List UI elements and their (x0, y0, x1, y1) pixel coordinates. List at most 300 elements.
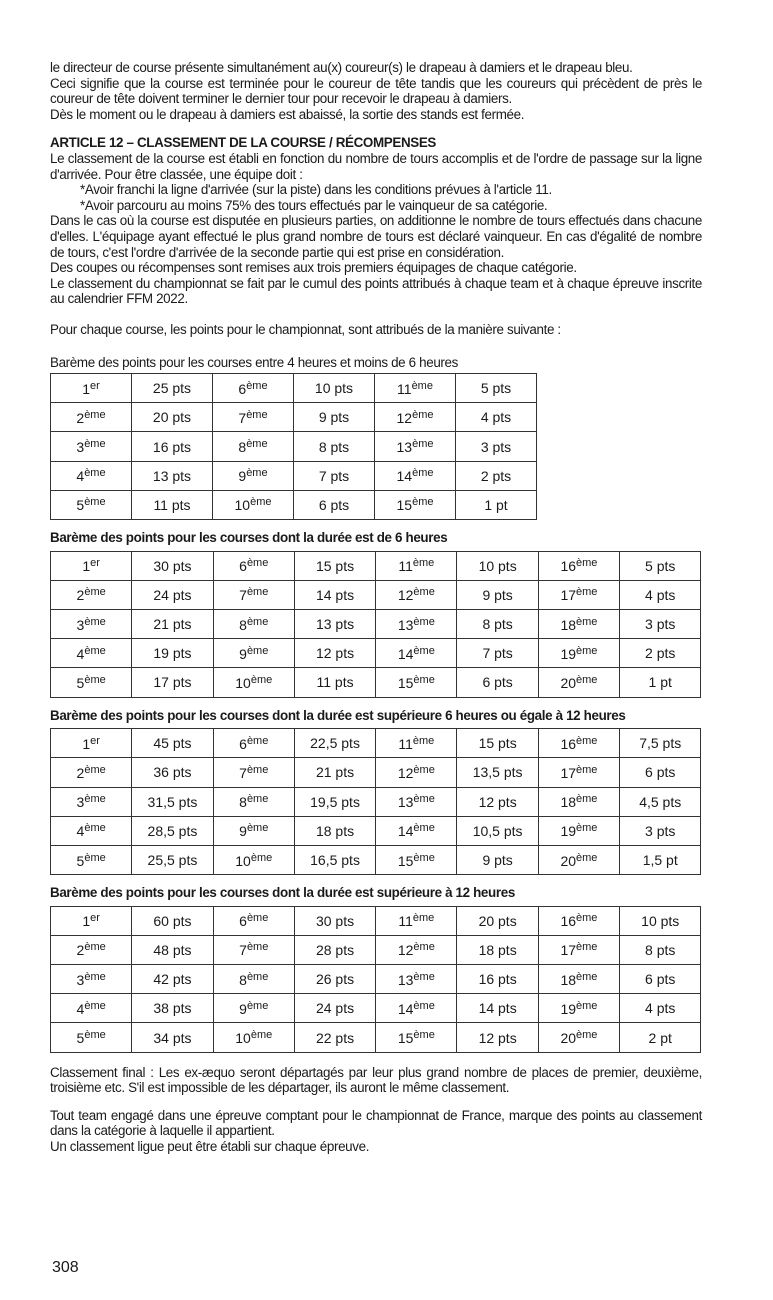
table-caption: Barème des points pour les courses dont la durée est supérieure à 12 heures (50, 885, 515, 901)
points-value: 19 pts (153, 645, 192, 662)
position-number: 19 (560, 1000, 577, 1017)
position-number: 2 (76, 409, 85, 426)
points-cell (132, 610, 213, 639)
points-value: 24 pts (315, 1000, 355, 1017)
position-number: 20 (560, 1030, 577, 1047)
position-suffix: er (90, 912, 100, 925)
position-suffix: ème (413, 615, 435, 628)
points-cell (620, 787, 701, 816)
position-number: 11 (397, 380, 412, 397)
article-paragraph: Dans le cas où la course est disputée en plusieurs parties, on additionne le nombre de tours effectués dans chacune d'elles. L'équipage ayant effectué le plus grand nombre de tours est déclaré vainqueur. En cas d'égalité de nombre de tours, c'est l'ordre d'arrivée de la seconde partie qui est prise en considération. (50, 213, 702, 260)
position-cell (51, 729, 132, 758)
points-cell (456, 490, 537, 519)
points-value: 6 pts (645, 764, 676, 781)
position-suffix: ème (576, 557, 598, 570)
position-cell (213, 994, 294, 1023)
position-cell (51, 994, 132, 1023)
points-cell (132, 906, 213, 935)
position-number: 1 (82, 735, 91, 752)
position-cell (376, 906, 457, 935)
position-suffix: ème (84, 822, 106, 835)
points-value: 1 pt (648, 674, 672, 691)
article-body (50, 151, 702, 307)
article-paragraph: Le classement de la course est établi en fonction du nombre de tours accomplis et de l'ordre de passage sur la ligne d'arrivée. Pour être classée, une équipe doit : (50, 150, 702, 182)
position-number: 18 (560, 616, 577, 633)
position-cell (375, 374, 456, 403)
table-caption: Barème des points pour les courses dont la durée est de 6 heures (50, 530, 448, 546)
position-cell (51, 758, 132, 787)
points-cell (620, 1023, 701, 1052)
points-value: 1,5 pt (642, 852, 678, 868)
position-number: 3 (76, 971, 85, 988)
points-value: 8 pts (645, 941, 676, 958)
position-cell (376, 580, 457, 609)
position-suffix: er (90, 557, 100, 570)
position-cell (538, 551, 619, 580)
footer-team-points: Tout team engagé dans une épreuve comptant pour le championnat de France, marque des points au classement dans la catégorie à laquelle il appartient. (50, 1107, 702, 1139)
table-row (51, 432, 537, 461)
position-suffix: ème (84, 941, 106, 954)
table-row (51, 403, 537, 432)
points-value: 4 pts (645, 586, 676, 603)
points-cell (294, 610, 375, 639)
points-cell (294, 668, 375, 697)
table-row (51, 845, 701, 874)
article-paragraph: Le classement du championnat se fait par le cumul des points attribués à chaque team et à chaque épreuve inscrite au calendrier FFM 2022. (50, 275, 702, 307)
points-value: 1 pt (484, 496, 508, 513)
position-suffix: ème (413, 644, 435, 657)
points-value: 13,5 pts (472, 764, 523, 781)
position-cell (213, 1023, 294, 1052)
position-cell (375, 461, 456, 490)
points-cell (456, 432, 537, 461)
position-suffix: ème (84, 586, 106, 599)
table-caption: Barème des points pour les courses entre 4 heures et moins de 6 heures (50, 354, 458, 370)
points-value: 3 pts (480, 438, 512, 455)
points-cell (294, 729, 375, 758)
position-number: 5 (76, 852, 85, 869)
points-value: 15 pts (478, 735, 517, 752)
position-cell (213, 787, 294, 816)
position-cell (213, 374, 294, 403)
points-cell (457, 787, 538, 816)
points-value: 15 pts (315, 557, 355, 574)
points-cell (132, 461, 213, 490)
points-value: 17 pts (153, 674, 192, 691)
position-number: 11 (398, 913, 413, 930)
footer-league-ranking: Un classement ligue peut être établi sur chaque épreuve. (50, 1139, 370, 1154)
points-value: 28,5 pts (147, 822, 198, 839)
position-suffix: ème (84, 763, 106, 776)
points-value: 11 pts (316, 674, 354, 691)
position-cell (213, 965, 294, 994)
points-cell (294, 758, 375, 787)
points-cell (457, 551, 538, 580)
position-suffix: ème (413, 941, 435, 954)
table-row (51, 639, 701, 668)
position-number: 7 (239, 764, 247, 781)
position-cell (213, 461, 294, 490)
points-cell (620, 729, 701, 758)
table-row (51, 994, 701, 1023)
position-cell (213, 816, 294, 845)
article-title: ARTICLE 12 – CLASSEMENT DE LA COURSE / RÉCOMPENSES (50, 135, 437, 151)
position-cell (538, 935, 619, 964)
position-suffix: ème (246, 941, 269, 954)
points-value: 10 pts (314, 380, 354, 397)
position-number: 2 (76, 764, 85, 781)
position-number: 19 (560, 823, 577, 840)
position-number: 17 (560, 587, 577, 604)
points-value: 25,5 pts (147, 852, 198, 868)
position-cell (213, 758, 294, 787)
points-value: 6 pts (482, 674, 513, 691)
table-row (51, 965, 701, 994)
position-suffix: ème (84, 438, 106, 451)
position-suffix: ème (413, 793, 435, 806)
position-number: 15 (397, 1030, 414, 1047)
points-value: 30 pts (153, 557, 192, 574)
table-row (51, 490, 537, 519)
position-cell (375, 432, 456, 461)
position-number: 6 (239, 735, 247, 752)
position-suffix: ème (84, 793, 106, 806)
position-suffix: ème (576, 1029, 598, 1042)
position-suffix: ème (250, 851, 273, 864)
points-cell (457, 610, 538, 639)
points-cell (457, 758, 538, 787)
position-number: 9 (238, 468, 247, 485)
points-value: 5 pts (645, 557, 676, 574)
position-number: 11 (398, 735, 413, 752)
points-cell (620, 580, 701, 609)
points-value: 16 pts (478, 971, 517, 988)
position-cell (538, 994, 619, 1023)
position-cell (51, 906, 132, 935)
position-suffix: ème (412, 557, 435, 570)
points-cell (294, 994, 375, 1023)
position-suffix: ème (246, 970, 269, 983)
points-cell (132, 816, 213, 845)
position-number: 15 (397, 852, 414, 869)
position-suffix: ème (413, 673, 435, 686)
position-number: 6 (239, 913, 247, 930)
points-value: 42 pts (153, 971, 192, 988)
position-number: 2 (76, 587, 85, 604)
position-cell (538, 580, 619, 609)
position-suffix: ème (84, 999, 106, 1012)
points-cell (620, 994, 701, 1023)
points-value: 10 pts (641, 912, 680, 929)
position-cell (375, 490, 456, 519)
points-value: 16 pts (152, 438, 192, 455)
position-suffix: ème (246, 379, 268, 392)
position-number: 6 (238, 380, 247, 397)
position-suffix: ème (576, 586, 598, 599)
points-value: 22 pts (315, 1029, 355, 1046)
points-value: 6 pts (318, 496, 350, 513)
points-value: 8 pts (482, 616, 513, 633)
points-value: 12 pts (478, 793, 517, 810)
points-cell (294, 639, 375, 668)
position-cell (213, 610, 294, 639)
position-cell (213, 906, 294, 935)
position-suffix: ème (412, 467, 434, 480)
position-cell (376, 1023, 457, 1052)
points-cell (620, 758, 701, 787)
points-cell (457, 935, 538, 964)
position-suffix: ème (246, 999, 269, 1012)
position-suffix: ème (246, 734, 269, 747)
position-cell (51, 551, 132, 580)
position-number: 15 (396, 497, 413, 514)
points-cell (132, 935, 213, 964)
points-value: 2 pt (648, 1029, 672, 1046)
position-suffix: ème (576, 941, 598, 954)
position-suffix: ème (250, 1029, 273, 1042)
position-number: 14 (396, 468, 413, 485)
points-cell (620, 551, 701, 580)
position-suffix: ème (84, 673, 106, 686)
position-cell (376, 935, 457, 964)
points-table (50, 551, 701, 698)
position-cell (376, 668, 457, 697)
table-caption: Barème des points pour les courses dont la durée est supérieure 6 heures ou égale à 12 heures (50, 707, 626, 723)
position-number: 7 (239, 587, 247, 604)
points-value: 4 pts (645, 1000, 676, 1017)
points-intro: Pour chaque course, les points pour le championnat, sont attribués de la manière suivante : (50, 321, 561, 337)
points-value: 38 pts (153, 1000, 192, 1017)
position-number: 17 (560, 942, 577, 959)
points-value: 12 pts (315, 645, 355, 662)
position-cell (376, 787, 457, 816)
points-cell (294, 845, 375, 874)
position-number: 16 (560, 913, 577, 930)
position-cell (376, 758, 457, 787)
table-row (51, 787, 701, 816)
points-table (50, 373, 537, 520)
points-value: 2 pts (480, 467, 512, 484)
points-value: 18 pts (315, 822, 355, 839)
position-cell (376, 816, 457, 845)
points-cell (294, 374, 375, 403)
position-cell (51, 580, 132, 609)
position-suffix: er (90, 379, 100, 392)
points-cell (294, 432, 375, 461)
position-cell (538, 729, 619, 758)
position-suffix: ème (246, 467, 268, 480)
position-number: 10 (235, 852, 251, 869)
points-value: 60 pts (153, 912, 192, 929)
position-suffix: ème (84, 1029, 106, 1042)
intro-line: le directeur de course présente simultanément au(x) coureur(s) le drapeau à damiers et le drapeau bleu. (50, 60, 633, 75)
position-number: 14 (397, 1000, 414, 1017)
position-cell (51, 374, 132, 403)
position-suffix: ème (84, 496, 106, 509)
points-cell (132, 994, 213, 1023)
position-number: 18 (560, 794, 577, 811)
position-suffix: ème (84, 467, 106, 480)
points-value: 31,5 pts (147, 793, 198, 810)
position-cell (538, 1023, 619, 1052)
position-suffix: ème (411, 379, 433, 392)
points-value: 19,5 pts (310, 793, 360, 810)
points-value: 11 pts (153, 496, 191, 513)
article-paragraph: *Avoir parcouru au moins 75% des tours effectués par le vainqueur de sa catégorie. (80, 197, 548, 213)
points-cell (132, 668, 213, 697)
points-table (50, 906, 701, 1053)
page-number: 308 (52, 1259, 79, 1276)
position-suffix: ème (413, 999, 435, 1012)
position-number: 18 (560, 971, 577, 988)
position-suffix: ème (413, 851, 435, 864)
position-number: 1 (82, 558, 91, 575)
page-content (50, 60, 702, 1155)
position-number: 3 (76, 616, 85, 633)
position-number: 13 (397, 794, 414, 811)
position-suffix: ème (576, 673, 598, 686)
points-cell (620, 668, 701, 697)
points-cell (294, 403, 375, 432)
points-cell (457, 580, 538, 609)
points-value: 14 pts (315, 586, 355, 603)
points-cell (132, 845, 213, 874)
points-value: 7 pts (482, 645, 513, 662)
position-suffix: ème (576, 851, 598, 864)
position-number: 4 (76, 468, 85, 485)
points-cell (456, 374, 537, 403)
position-number: 8 (239, 794, 247, 811)
position-number: 4 (76, 1000, 85, 1017)
position-suffix: ème (576, 970, 598, 983)
position-cell (51, 935, 132, 964)
position-suffix: ème (413, 1029, 435, 1042)
position-cell (538, 639, 619, 668)
points-cell (457, 994, 538, 1023)
position-cell (213, 551, 294, 580)
points-cell (132, 787, 213, 816)
points-cell (620, 816, 701, 845)
position-cell (376, 994, 457, 1023)
points-cell (132, 729, 213, 758)
position-number: 12 (397, 764, 414, 781)
position-suffix: ème (250, 673, 273, 686)
position-cell (376, 729, 457, 758)
position-suffix: ème (576, 763, 598, 776)
position-suffix: ème (246, 438, 268, 451)
position-number: 11 (398, 558, 413, 575)
position-cell (51, 639, 132, 668)
points-value: 9 pts (318, 409, 350, 426)
position-number: 1 (82, 380, 90, 397)
position-number: 20 (560, 674, 577, 691)
points-cell (457, 729, 538, 758)
position-number: 8 (238, 439, 247, 456)
position-cell (538, 906, 619, 935)
table-row (51, 758, 701, 787)
points-cell (132, 551, 213, 580)
position-cell (51, 610, 132, 639)
points-value: 28 pts (315, 941, 355, 958)
table-row (51, 551, 701, 580)
position-suffix: ème (413, 822, 435, 835)
table-row (51, 935, 701, 964)
points-cell (457, 639, 538, 668)
position-suffix: ème (246, 912, 269, 925)
position-cell (51, 461, 132, 490)
points-value: 20 pts (478, 912, 517, 929)
position-suffix: ème (576, 793, 598, 806)
table-row (51, 610, 701, 639)
position-number: 10 (235, 1030, 251, 1047)
position-suffix: ème (412, 496, 434, 509)
points-cell (132, 432, 213, 461)
points-cell (457, 1023, 538, 1052)
table-row (51, 906, 701, 935)
position-suffix: ème (413, 763, 435, 776)
position-number: 12 (397, 942, 414, 959)
position-suffix: ème (246, 793, 269, 806)
position-cell (213, 845, 294, 874)
table-row (51, 729, 701, 758)
position-cell (538, 758, 619, 787)
points-cell (132, 374, 213, 403)
points-value: 6 pts (645, 971, 676, 988)
position-cell (51, 1023, 132, 1052)
points-value: 5 pts (480, 380, 512, 397)
position-number: 5 (76, 674, 85, 691)
points-value: 8 pts (318, 438, 350, 455)
position-number: 14 (397, 645, 414, 662)
table-row (51, 1023, 701, 1052)
position-cell (51, 816, 132, 845)
points-cell (457, 965, 538, 994)
footer-notes (50, 1065, 702, 1155)
position-number: 9 (239, 823, 247, 840)
points-cell (620, 610, 701, 639)
points-value: 24 pts (153, 586, 192, 603)
points-cell (294, 490, 375, 519)
points-cell (132, 1023, 213, 1052)
position-suffix: ème (412, 912, 435, 925)
position-number: 13 (397, 616, 414, 633)
position-cell (376, 845, 457, 874)
position-number: 13 (396, 439, 413, 456)
points-cell (620, 845, 701, 874)
points-cell (620, 965, 701, 994)
position-cell (538, 965, 619, 994)
position-suffix: ème (246, 822, 269, 835)
points-cell (456, 403, 537, 432)
position-number: 8 (239, 616, 247, 633)
points-value: 13 pts (152, 467, 192, 484)
position-number: 5 (76, 497, 85, 514)
points-value: 10 pts (478, 557, 517, 574)
position-number: 15 (397, 674, 414, 691)
position-suffix: ème (413, 586, 435, 599)
table-row (51, 374, 537, 403)
points-cell (132, 639, 213, 668)
points-cell (620, 639, 701, 668)
position-cell (213, 668, 294, 697)
position-number: 5 (76, 1030, 85, 1047)
position-cell (213, 639, 294, 668)
position-number: 6 (239, 558, 247, 575)
position-suffix: ème (84, 851, 106, 864)
points-value: 4 pts (480, 409, 512, 426)
points-cell (294, 965, 375, 994)
position-suffix: ème (84, 615, 106, 628)
